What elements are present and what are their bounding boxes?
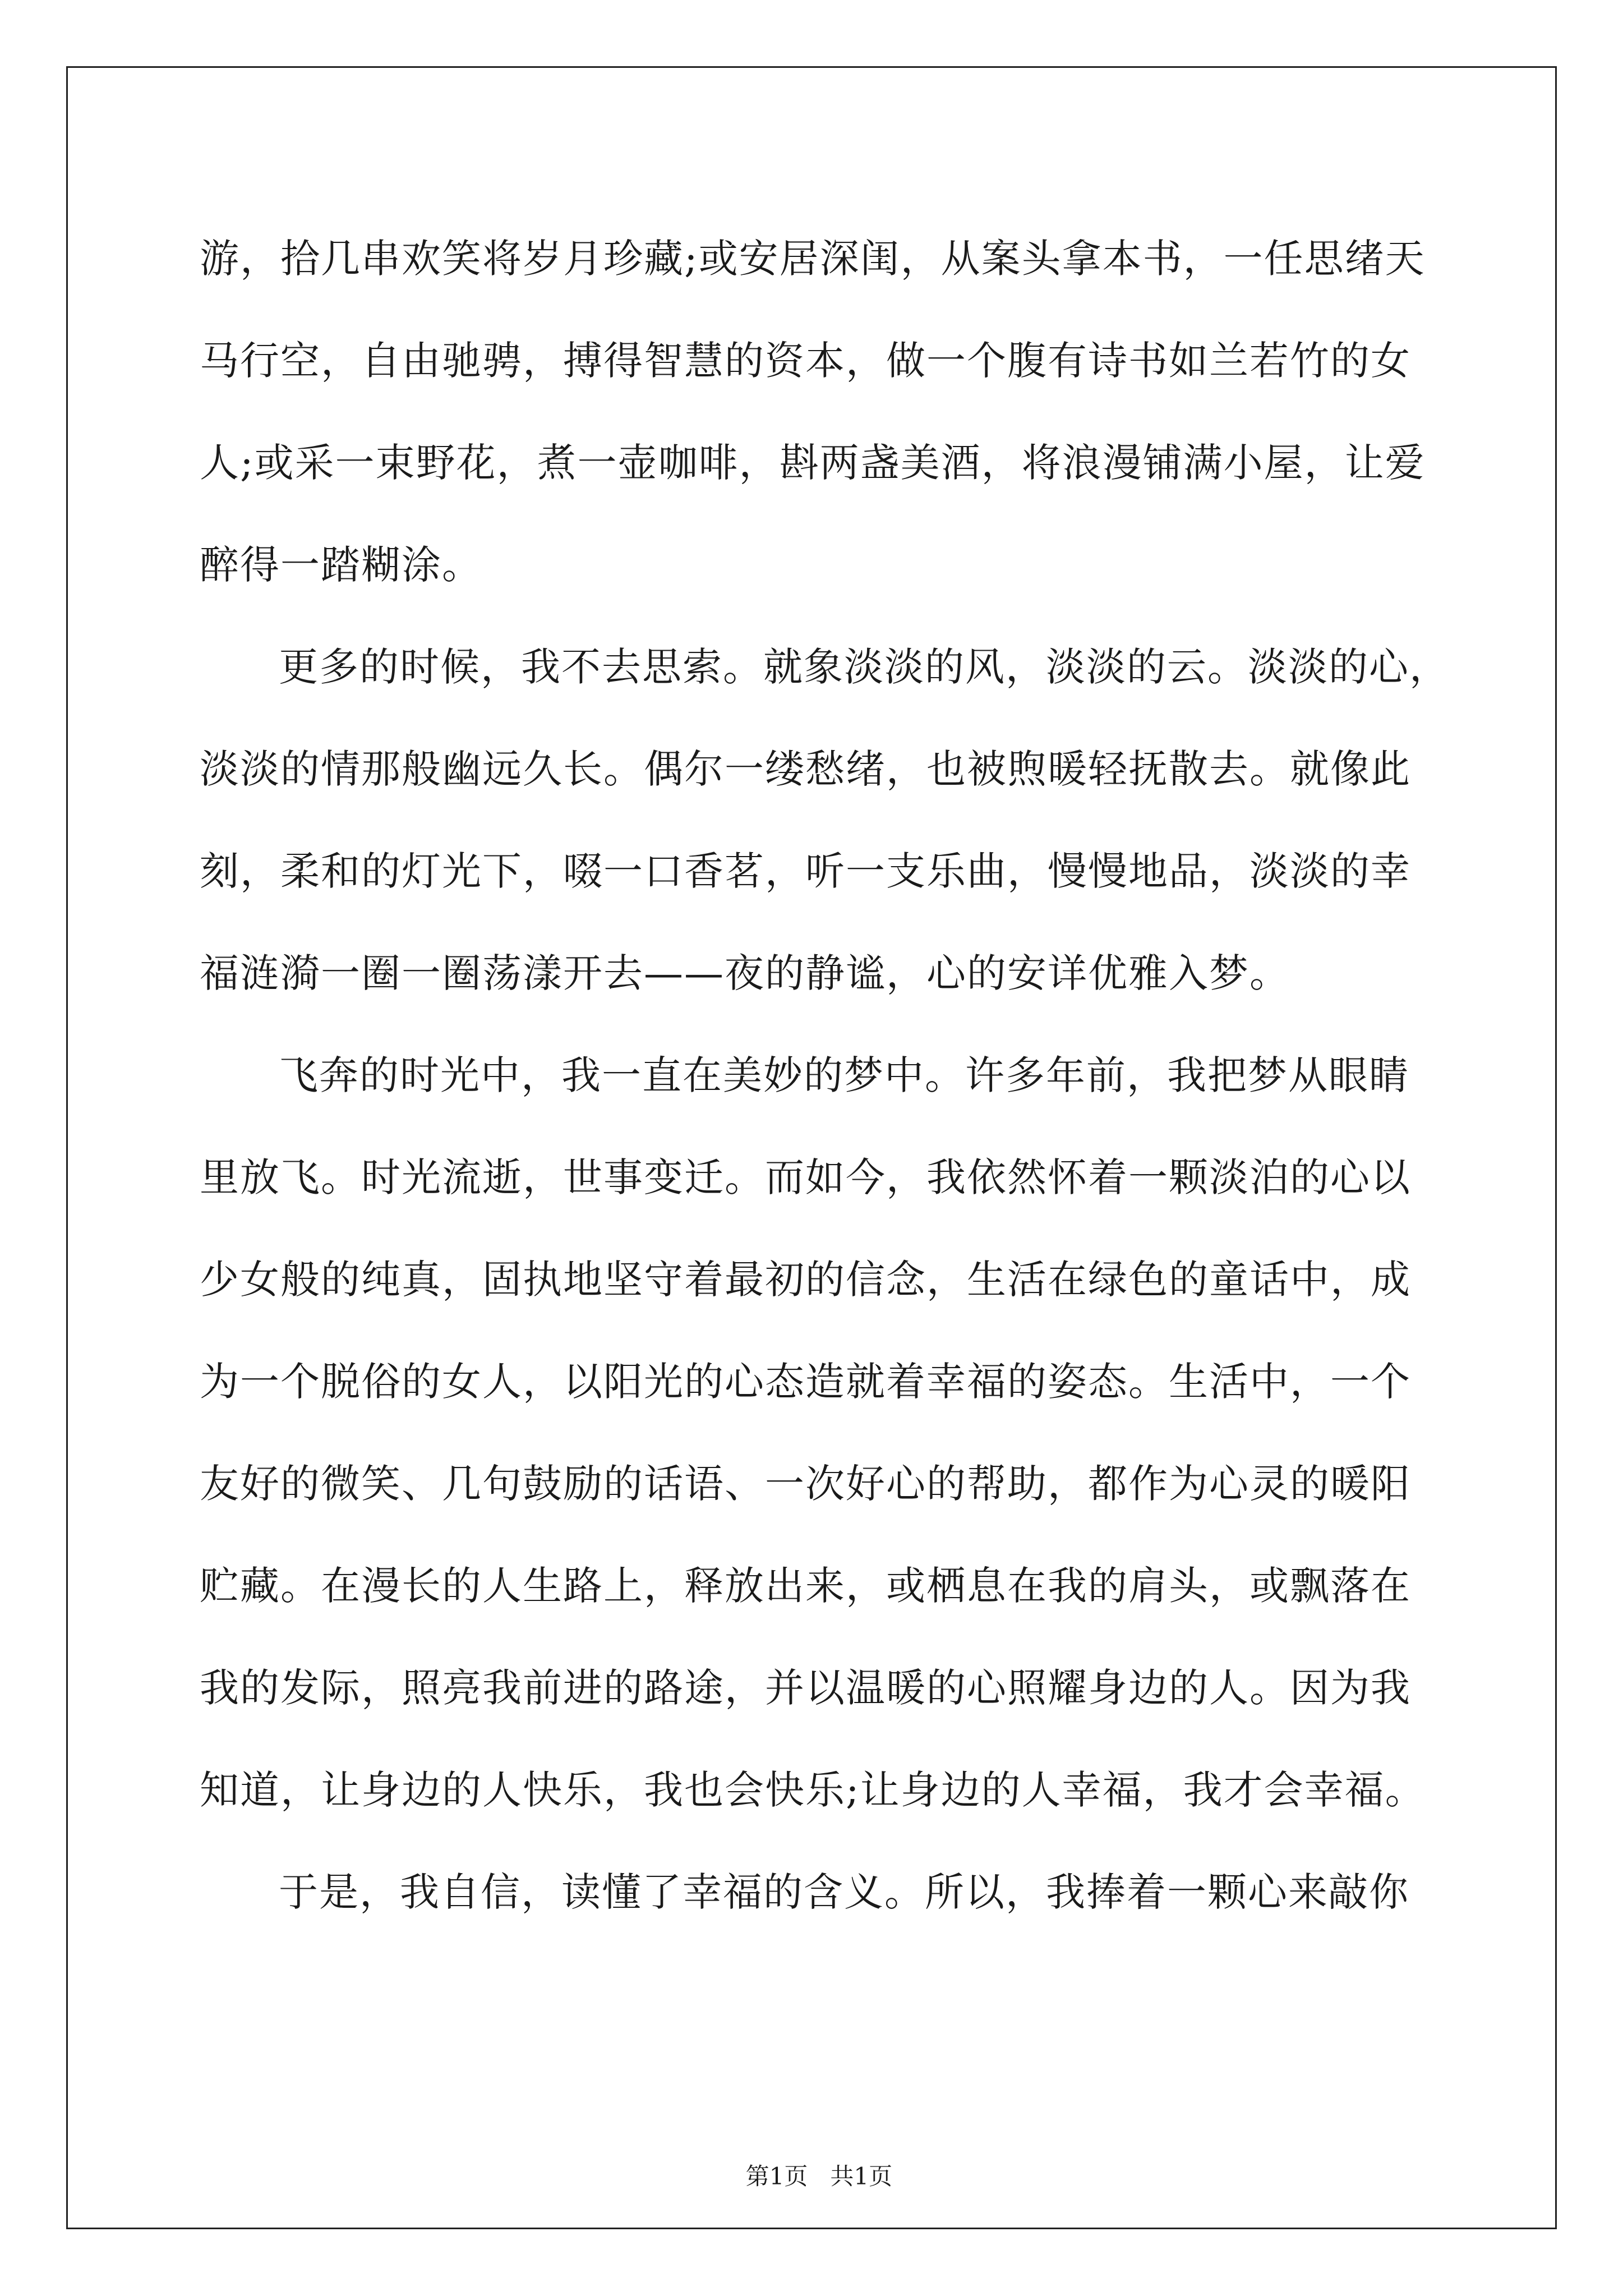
text-line: 刻，柔和的灯光下，啜一口香茗，听一支乐曲，慢慢地品，淡淡的幸 (200, 848, 1411, 894)
text-line: 更多的时候，我不去思索。就象淡淡的风，淡淡的云。淡淡的心， (279, 644, 1450, 690)
text-line: 友好的微笑、几句鼓励的话语、一次好心的帮助，都作为心灵的暖阳 (200, 1461, 1411, 1507)
text-line: 里放飞。时光流逝，世事变迁。而如今，我依然怀着一颗淡泊的心以 (200, 1154, 1411, 1200)
text-line: 福涟漪一圈一圈荡漾开去——夜的静谧，心的安详优雅入梦。 (200, 950, 1290, 996)
text-line: 淡淡的情那般幽远久长。偶尔一缕愁绪，也被煦暖轻抚散去。就像此 (200, 746, 1411, 792)
text-line: 醉得一踏糊涂。 (200, 542, 482, 588)
text-line: 游，拾几串欢笑将岁月珍藏;或安居深闺，从案头拿本书，一任思绪天 (200, 236, 1426, 282)
text-line: 飞奔的时光中，我一直在美妙的梦中。许多年前，我把梦从眼睛 (279, 1052, 1409, 1098)
text-line: 贮藏。在漫长的人生路上，释放出来，或栖息在我的肩头，或飘落在 (200, 1563, 1411, 1609)
text-line: 于是，我自信，读懂了幸福的含义。所以，我捧着一颗心来敲你 (279, 1869, 1409, 1915)
document-body (200, 208, 1450, 1943)
text-line: 人;或采一束野花，煮一壶咖啡，斟两盏美酒，将浪漫铺满小屋，让爱 (200, 440, 1426, 486)
text-line: 为一个脱俗的女人，以阳光的心态造就着幸福的姿态。生活中，一个 (200, 1359, 1411, 1405)
text-line: 知道，让身边的人快乐，我也会快乐;让身边的人幸福，我才会幸福。 (200, 1767, 1426, 1813)
text-line: 马行空，自由驰骋，搏得智慧的资本，做一个腹有诗书如兰若竹的女 (200, 338, 1411, 384)
text-line: 我的发际，照亮我前进的路途，并以温暖的心照耀身边的人。因为我 (200, 1665, 1411, 1711)
text-line: 少女般的纯真，固执地坚守着最初的信念，生活在绿色的童话中，成 (200, 1257, 1411, 1303)
page-number: 第1页 共1页 (745, 2162, 893, 2190)
page-footer (0, 2126, 1623, 2193)
